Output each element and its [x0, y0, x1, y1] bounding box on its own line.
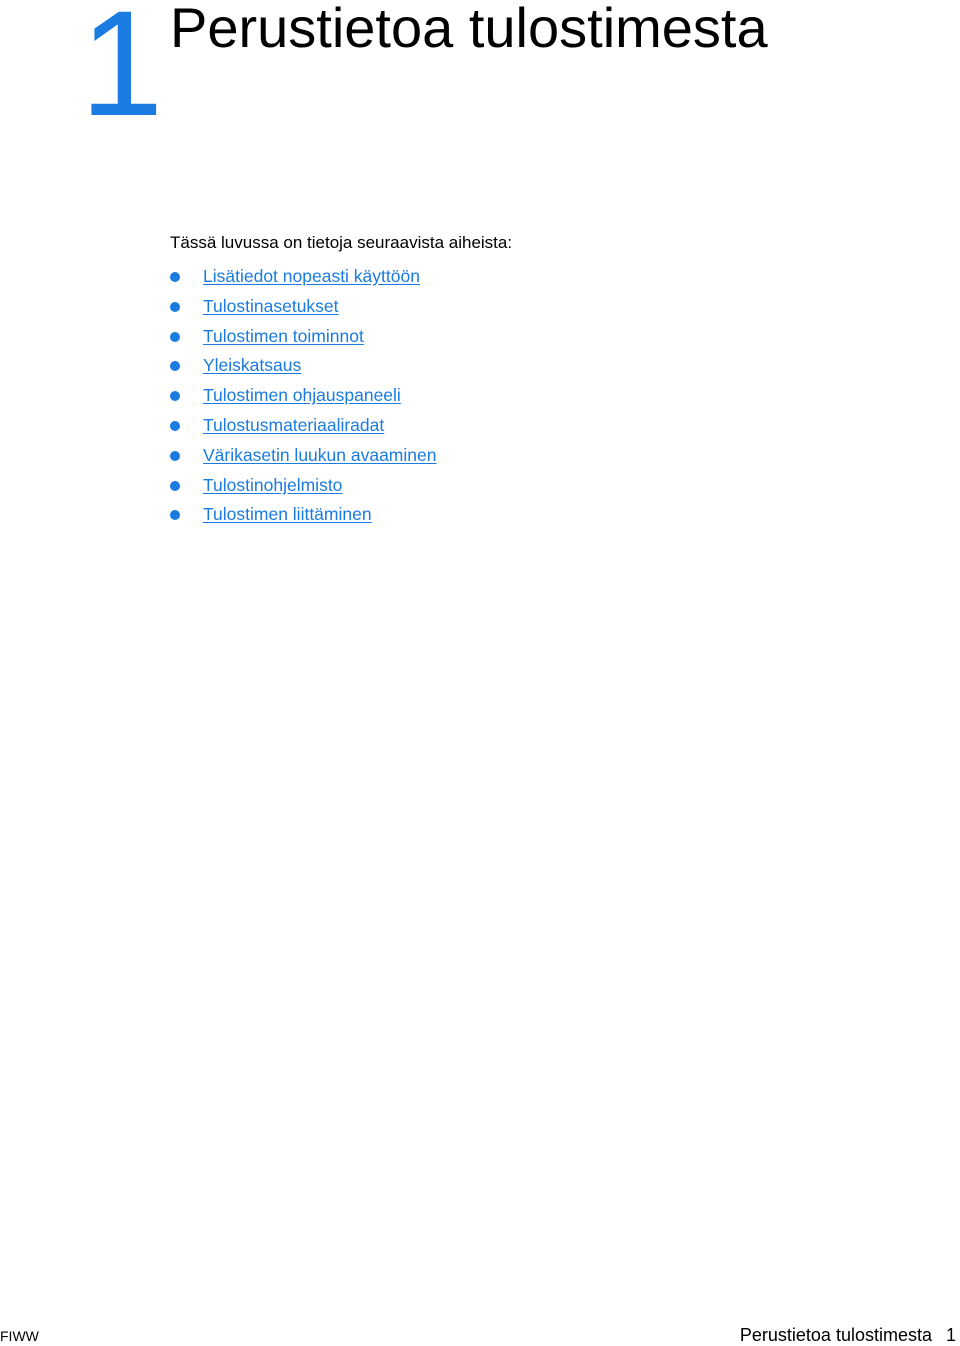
list-item: [170, 473, 436, 503]
chapter-number: 1: [80, 0, 160, 147]
bullet-icon: [170, 272, 180, 282]
bullet-icon: [170, 421, 180, 431]
bullet-icon: [170, 451, 180, 461]
list-item: [170, 413, 436, 443]
topic-link-control-panel[interactable]: Tulostimen ohjauspaneeli: [203, 385, 401, 406]
topic-link-quick-access[interactable]: Lisätiedot nopeasti käyttöön: [203, 266, 420, 286]
topic-link-printer-connection[interactable]: Tulostimen liittäminen: [203, 504, 372, 525]
footer-locale: FIWW: [0, 1328, 39, 1344]
list-item: [170, 294, 436, 324]
topic-link-media-paths[interactable]: Tulostusmateriaaliradat: [203, 414, 385, 435]
topic-link-printer-settings[interactable]: Tulostinasetukset: [203, 295, 339, 316]
list-item: [170, 353, 436, 383]
bullet-icon: [170, 302, 180, 312]
topic-link-printer-features[interactable]: Tulostimen toiminnot: [203, 325, 364, 346]
bullet-icon: [170, 510, 180, 520]
list-item: [170, 324, 436, 354]
topic-link-overview[interactable]: Yleiskatsaus: [203, 355, 302, 376]
chapter-title: Perustietoa tulostimesta: [170, 0, 768, 59]
list-item: [170, 383, 436, 413]
topic-link-cartridge-door[interactable]: Värikasetin luukun avaaminen: [203, 444, 437, 465]
list-item: [170, 264, 436, 294]
bullet-icon: [170, 481, 180, 491]
bullet-icon: [170, 332, 180, 342]
footer-section-title: Perustietoa tulostimesta: [739, 1325, 932, 1345]
list-item: [170, 443, 436, 473]
bullet-icon: [170, 361, 180, 371]
intro-text: Tässä luvussa on tietoja seuraavista aiheista:: [170, 233, 513, 252]
topic-link-printer-software[interactable]: Tulostinohjelmisto: [203, 474, 343, 495]
topic-list: [170, 264, 436, 532]
footer-running-head: [740, 1325, 956, 1345]
bullet-icon: [170, 391, 180, 401]
page-number: 1: [945, 1325, 956, 1345]
list-item: [170, 502, 436, 532]
